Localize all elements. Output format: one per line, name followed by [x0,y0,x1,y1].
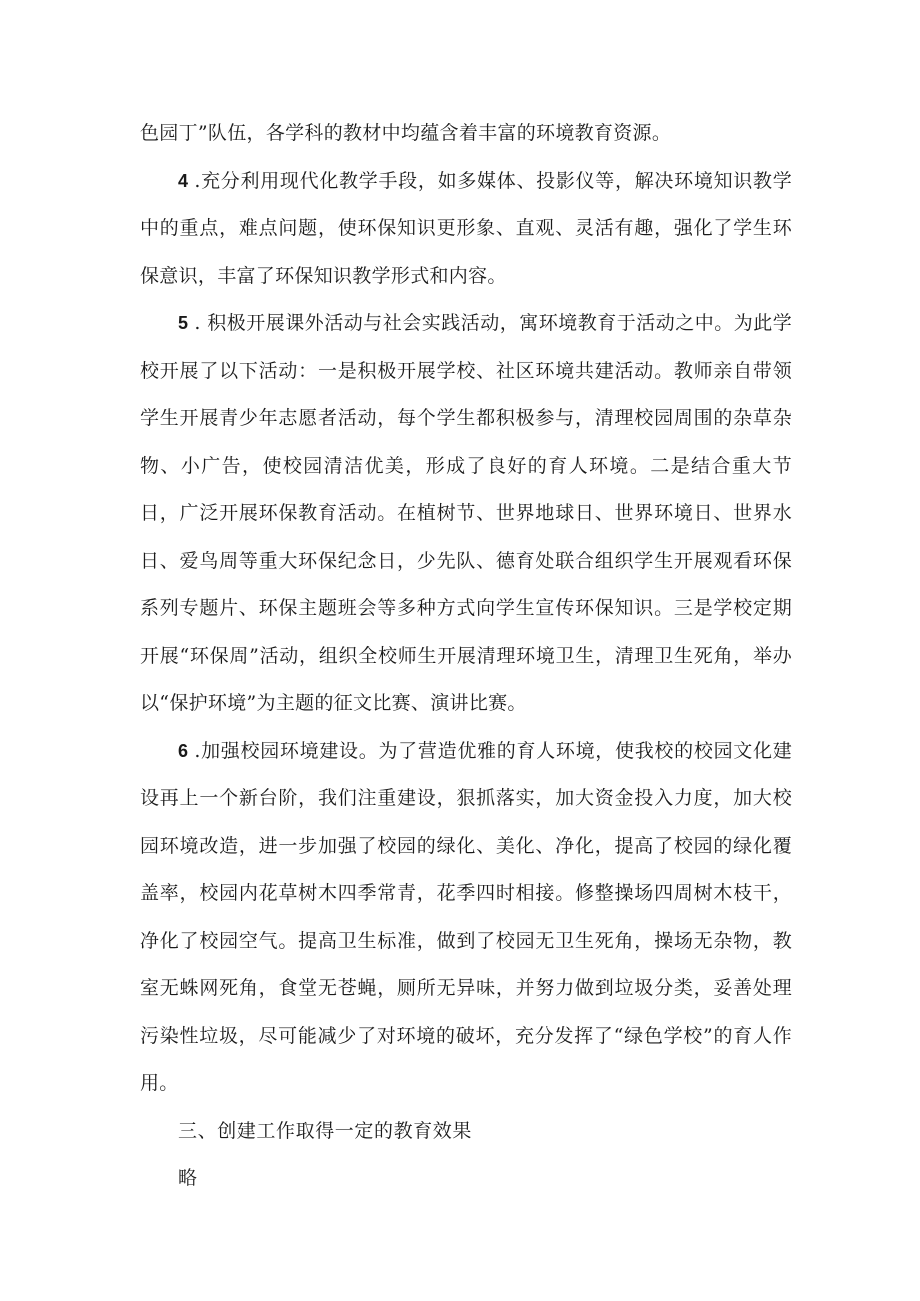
item-4-text: .充分利用现代化教学手段，如多媒体、投影仪等，解决环境知识教学中的重点，难点问题，使环保知识更形象、直观、灵活有趣，强化了学生环保意识，丰富了环保知识教学形式和内容。 [140,169,792,287]
section-heading: 三、创建工作取得一定的教育效果 [178,1119,473,1142]
item-5-number: 5 [178,313,189,333]
item-4-paragraph [140,158,792,301]
item-5-text: . 积极开展课外活动与社会实践活动，寓环境教育于活动之中。为此学校开展了以下活动：一是积极开展学校、社区环境共建活动。教师亲自带领学生开展青少年志愿者活动，每个学生都积极参与，清理校园周围的杂草杂物、小广告，使校园清洁优美，形成了良好的育人环境。二是结合重大节日，广泛开展环保教育活动。在植树节、世界地球日、世界环境日、世界水日、爱鸟周等重大环保纪念日，少先队、德育处联合组织学生开展观看环保系列专题片、环保主题班会等多种方式向学生宣传环保知识。三是学校定期开展“环保周”活动，组织全校师生开展清理环境卫生，清理卫生死角，举办以“保护环境”为主题的征文比赛、演讲比赛。 [140,312,792,714]
section-body: 略 [178,1167,198,1189]
item-6-number: 6 [178,740,189,761]
item-4-number: 4 [178,170,189,191]
item-5-paragraph [140,300,792,728]
document-body [140,110,792,1203]
item-6-text: .加强校园环境建设。为了营造优雅的育人环境，使我校的校园文化建设再上一个新台阶，我们注重建设，狠抓落实，加大资金投入力度，加大校园环境改造，进一步加强了校园的绿化、美化、净化，提高了校园的绿化覆盖率，校园内花草树木四季常青，花季四时相接。修整操场四周树木枝干，净化了校园空气。提高卫生标准，做到了校园无卫生死角，操场无杂物，教室无蛛网死角，食堂无苍蝇，厕所无异味，并努力做到垃圾分类，妥善处理污染性垃圾，尽可能减少了对环境的破坏，充分发挥了“绿色学校”的育人作用。 [140,739,792,1094]
item-6-paragraph [140,728,792,1108]
continuation-paragraph: 色园丁”队伍，各学科的教材中均蕴含着丰富的环境教育资源。 [140,122,672,144]
